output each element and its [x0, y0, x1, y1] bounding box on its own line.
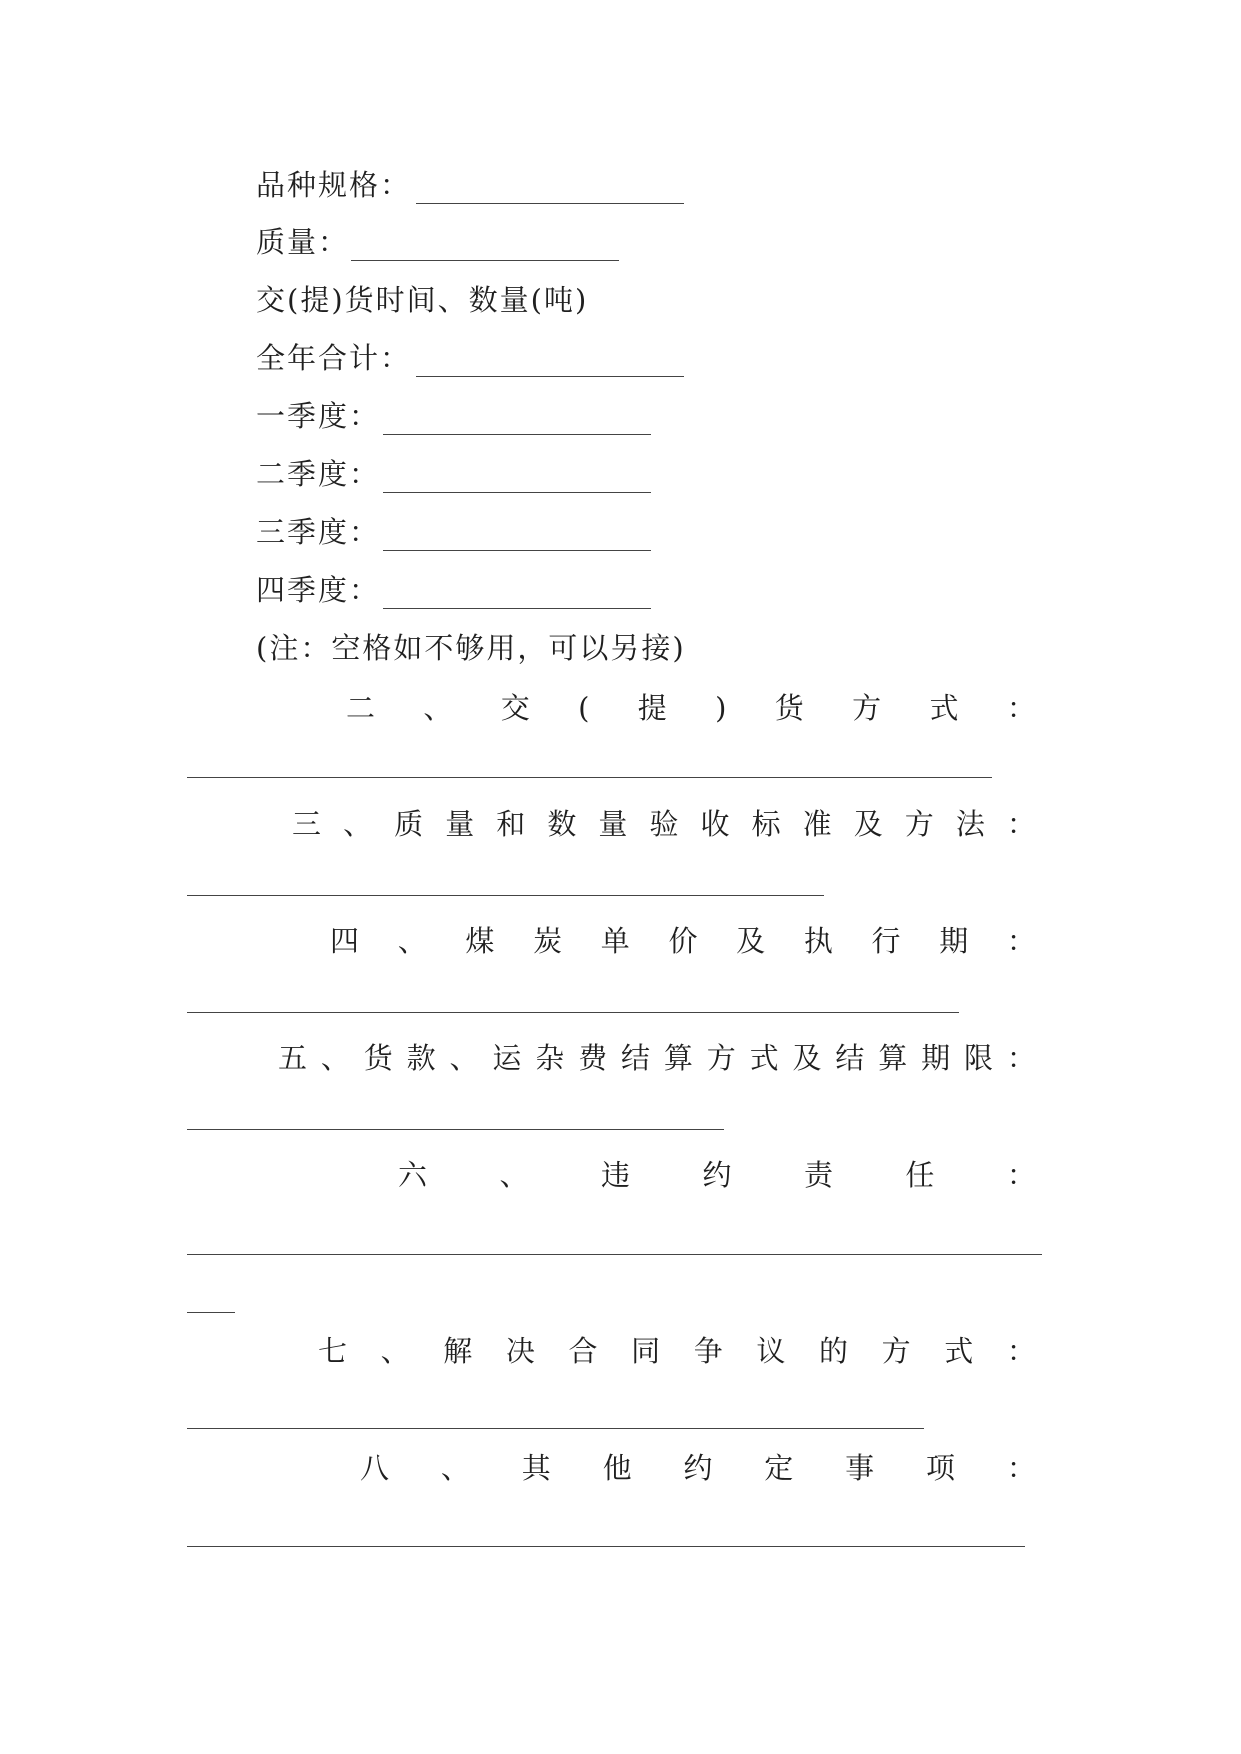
field-note: [256, 626, 686, 670]
clause-char: 式: [749, 1041, 779, 1075]
clause-char: 期: [939, 924, 969, 958]
clause-heading-8: [256, 1446, 1036, 1490]
field-label: 四季度：: [256, 573, 381, 607]
clause-char: 定: [764, 1451, 794, 1485]
blank-line[interactable]: [187, 1254, 1042, 1255]
clause-heading-3: [256, 802, 1036, 846]
clause-char: ：: [1006, 1334, 1036, 1368]
clause-char: ：: [1006, 691, 1036, 725]
blank-line[interactable]: [187, 1129, 724, 1130]
clause-char: 验: [649, 807, 679, 841]
clause-char: ：: [1006, 924, 1036, 958]
clause-char: 、: [320, 1041, 350, 1075]
clause-char: ：: [1006, 1158, 1036, 1192]
clause-char: 准: [802, 807, 832, 841]
blank-line[interactable]: [187, 1312, 235, 1313]
clause-char: 八: [360, 1451, 390, 1485]
blank-line[interactable]: [351, 260, 619, 261]
clause-char: 交: [500, 691, 530, 725]
clause-heading-6: [256, 1153, 1036, 1197]
clause-char: 方: [852, 691, 882, 725]
field-q2: [256, 452, 380, 496]
blank-line[interactable]: [383, 550, 651, 551]
clause-char: 煤: [465, 924, 495, 958]
blank-line[interactable]: [383, 492, 651, 493]
clause-char: 款: [406, 1041, 436, 1075]
field-quality: [256, 220, 349, 264]
clause-char: 算: [878, 1041, 908, 1075]
clause-char: 收: [700, 807, 730, 841]
blank-line[interactable]: [383, 608, 651, 609]
clause-char: 三: [292, 807, 322, 841]
clause-char: 质: [394, 807, 424, 841]
clause-char: 及: [736, 924, 766, 958]
field-delivery-time: [256, 278, 588, 322]
clause-char: 方: [881, 1334, 911, 1368]
field-label: 一季度：: [256, 399, 381, 433]
clause-char: 解: [443, 1334, 473, 1368]
note-text: (注：空格如不够用，可以另接): [256, 631, 686, 665]
clause-char: 费: [578, 1041, 608, 1075]
blank-line[interactable]: [187, 777, 992, 778]
clause-char: 议: [756, 1334, 786, 1368]
clause-char: 量: [445, 807, 475, 841]
clause-char: 期: [921, 1041, 951, 1075]
clause-char: 他: [602, 1451, 632, 1485]
clause-char: 及: [792, 1041, 822, 1075]
clause-char: 限: [964, 1041, 994, 1075]
blank-line[interactable]: [187, 895, 824, 896]
clause-char: 事: [845, 1451, 875, 1485]
clause-char: 六: [398, 1158, 428, 1192]
clause-char: 、: [380, 1334, 410, 1368]
clause-char: ：: [1006, 1451, 1036, 1485]
clause-char: 同: [631, 1334, 661, 1368]
clause-char: 项: [926, 1451, 956, 1485]
clause-char: 违: [600, 1158, 630, 1192]
blank-line[interactable]: [187, 1012, 959, 1013]
clause-char: 货: [363, 1041, 393, 1075]
clause-char: 方: [904, 807, 934, 841]
clause-heading-2: [256, 686, 1036, 730]
clause-char: 争: [693, 1334, 723, 1368]
field-label: 三季度：: [256, 515, 381, 549]
clause-heading-7: [256, 1329, 1036, 1373]
field-q4: [256, 568, 380, 612]
clause-char: 标: [751, 807, 781, 841]
clause-char: 、: [499, 1158, 529, 1192]
clause-heading-4: [256, 919, 1036, 963]
clause-char: 、: [423, 691, 453, 725]
clause-char: 结: [621, 1041, 651, 1075]
clause-char: 行: [871, 924, 901, 958]
clause-char: 货: [774, 691, 804, 725]
clause-char: 杂: [535, 1041, 565, 1075]
blank-line[interactable]: [416, 376, 684, 377]
clause-char: 七: [318, 1334, 348, 1368]
clause-char: 执: [803, 924, 833, 958]
clause-char: 方: [706, 1041, 736, 1075]
field-q3: [256, 510, 380, 554]
field-label: 全年合计：: [256, 341, 412, 375]
clause-char: 式: [929, 691, 959, 725]
blank-line[interactable]: [416, 203, 684, 204]
clause-char: 约: [683, 1451, 713, 1485]
clause-char: 任: [905, 1158, 935, 1192]
clause-char: 数: [547, 807, 577, 841]
clause-char: 、: [449, 1041, 479, 1075]
clause-char: 运: [492, 1041, 522, 1075]
field-label: 二季度：: [256, 457, 381, 491]
clause-char: 算: [663, 1041, 693, 1075]
blank-line[interactable]: [383, 434, 651, 435]
clause-char: 二: [346, 691, 376, 725]
clause-char: 合: [568, 1334, 598, 1368]
field-label: 品种规格：: [256, 168, 412, 202]
clause-char: 和: [496, 807, 526, 841]
clause-char: 式: [944, 1334, 974, 1368]
field-annual-total: [256, 336, 411, 380]
clause-char: 、: [440, 1451, 470, 1485]
field-q1: [256, 394, 380, 438]
clause-char: ): [715, 691, 727, 725]
clause-char: 法: [955, 807, 985, 841]
blank-line[interactable]: [187, 1546, 1025, 1547]
clause-char: 、: [397, 924, 427, 958]
field-label: 质量：: [256, 225, 350, 259]
clause-char: 其: [521, 1451, 551, 1485]
clause-char: 的: [819, 1334, 849, 1368]
clause-heading-5: [256, 1036, 1036, 1080]
clause-char: 约: [702, 1158, 732, 1192]
clause-char: (: [578, 691, 590, 725]
clause-char: 及: [853, 807, 883, 841]
field-spec: [256, 163, 411, 207]
clause-char: 责: [803, 1158, 833, 1192]
clause-char: 价: [668, 924, 698, 958]
field-label: 交(提)货时间、数量(吨): [256, 283, 589, 317]
clause-char: 量: [598, 807, 628, 841]
clause-char: 五: [278, 1041, 308, 1075]
clause-char: ：: [1006, 1041, 1036, 1075]
blank-line[interactable]: [187, 1428, 924, 1429]
clause-char: ：: [1006, 807, 1036, 841]
clause-char: 决: [505, 1334, 535, 1368]
clause-char: 四: [330, 924, 360, 958]
clause-char: 、: [343, 807, 373, 841]
clause-char: 结: [835, 1041, 865, 1075]
clause-char: 炭: [533, 924, 563, 958]
clause-char: 提: [637, 691, 667, 725]
clause-char: 单: [600, 924, 630, 958]
